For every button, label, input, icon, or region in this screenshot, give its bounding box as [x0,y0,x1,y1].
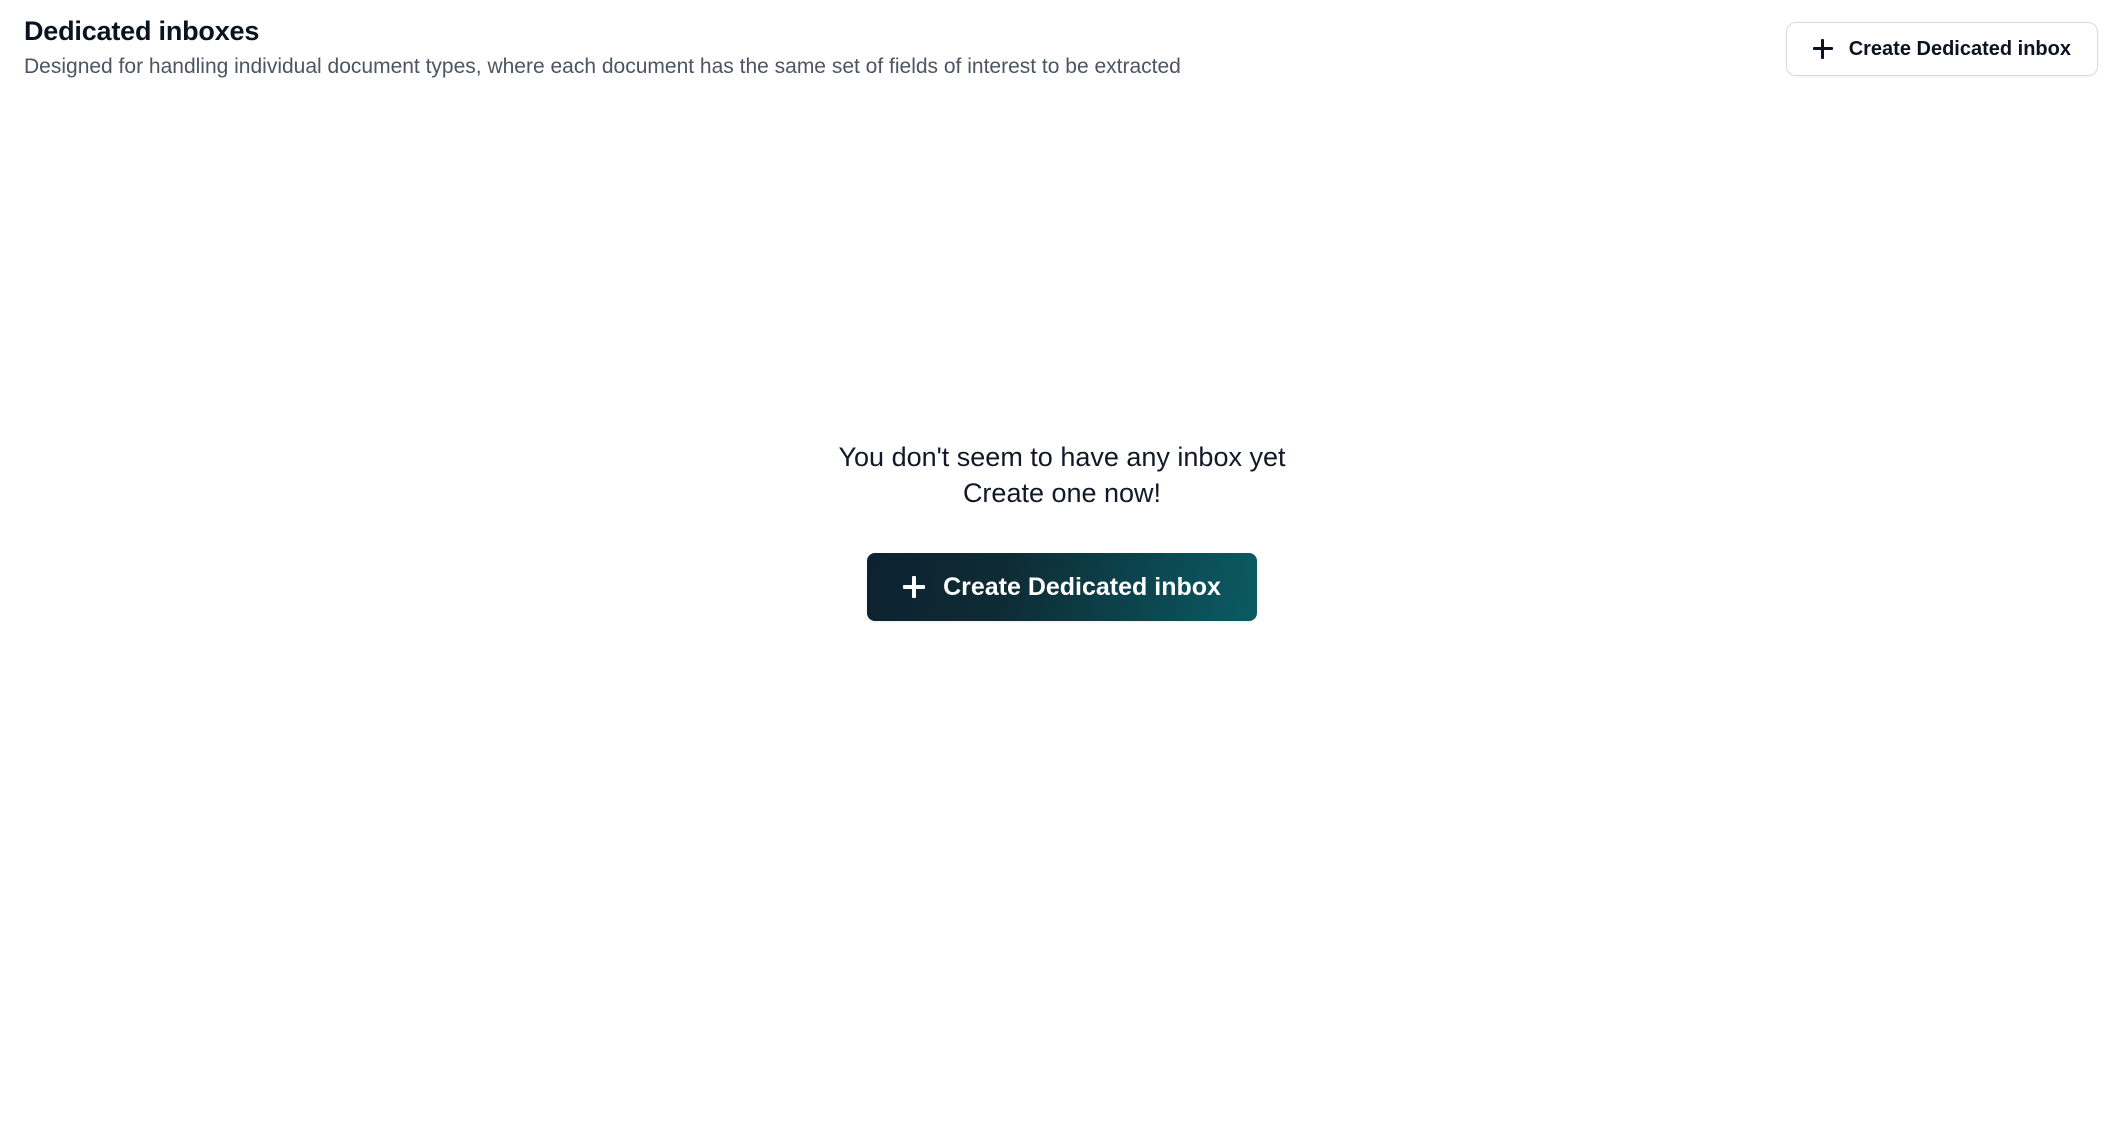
page-header [0,0,2124,110]
empty-state [0,440,2124,621]
header-text-block [24,16,1181,80]
empty-state-create-dedicated-inbox-label: Create Dedicated inbox [943,572,1221,601]
empty-state-line-1: You don't seem to have any inbox yet [838,442,1286,472]
header-create-dedicated-inbox-button[interactable] [1786,22,2098,76]
page-title: Dedicated inboxes [24,16,260,46]
plus-icon [903,576,925,598]
empty-state-create-dedicated-inbox-button[interactable] [867,553,1257,621]
empty-state-line-2: Create one now! [962,477,1162,508]
plus-icon [1813,39,1833,59]
page-subtitle: Designed for handling individual document types, where each document has the same set of fields of interest to be extracted [24,55,1181,79]
header-create-dedicated-inbox-label: Create Dedicated inbox [1848,37,2071,60]
